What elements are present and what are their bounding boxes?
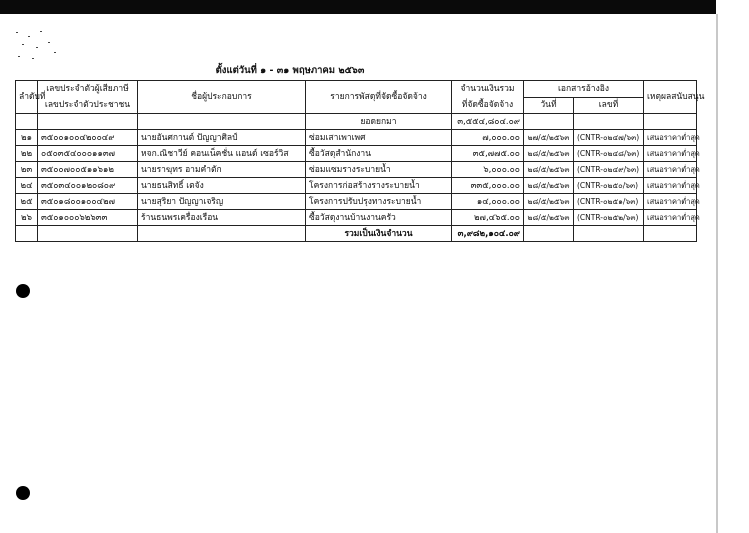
table-row (16, 178, 697, 194)
procurement-table (15, 80, 705, 242)
row-item: โครงการก่อสร้างรางระบายน้ำ (306, 178, 452, 194)
row-date: ๒๘/๕/๒๕๖๓ (524, 210, 574, 226)
row-item: โครงการปรับปรุงทางระบายน้ำ (306, 194, 452, 210)
row-item: ซ่อมแซมรางระบายน้ำ (306, 162, 452, 178)
header-row-top (16, 81, 697, 98)
row-seq: ๒๔ (16, 178, 38, 194)
right-page-edge (716, 14, 718, 533)
row-date: ๒๘/๕/๒๕๖๓ (524, 178, 574, 194)
row-item: ซื้อวัสดุสำนักงาน (306, 146, 452, 162)
header-item: รายการพัสดุที่จัดซื้อจัดจ้าง (306, 81, 452, 114)
row-amount: ๓๓๕,๐๐๐.๐๐ (452, 178, 524, 194)
row-amount: ๓๕,๗๗๕.๐๐ (452, 146, 524, 162)
table-row (16, 130, 697, 146)
scan-speckles (14, 30, 64, 70)
row-amount: ๑๔,๐๐๐.๐๐ (452, 194, 524, 210)
row-reason: เสนอราคาต่ำสุด (644, 178, 697, 194)
row-ref-no: (CNTR-๐๒๕๐/๖๓) (574, 178, 644, 194)
row-tax-id: ๓๕๐๐๗๐๐๕๑๑๖๑๒ (38, 162, 138, 178)
row-tax-id: ๓๕๐๑๐๐๐๖๒๖๓๓ (38, 210, 138, 226)
row-reason: เสนอราคาต่ำสุด (644, 210, 697, 226)
row-vendor: ร้านธนพรเครื่องเรือน (138, 210, 306, 226)
row-date: ๒๘/๕/๒๕๖๓ (524, 194, 574, 210)
total-amount: ๓,๙๘๒,๑๐๔.๐๙ (452, 226, 524, 242)
carried-forward-label: ยอดยกมา (306, 114, 452, 130)
row-amount: ๒๗,๔๖๕.๐๐ (452, 210, 524, 226)
table-row (16, 146, 697, 162)
row-seq: ๒๑ (16, 130, 38, 146)
row-amount: ๖,๐๐๐.๐๐ (452, 162, 524, 178)
row-seq: ๒๒ (16, 146, 38, 162)
row-reason: เสนอราคาต่ำสุด (644, 162, 697, 178)
row-date: ๒๗/๕/๒๕๖๓ (524, 130, 574, 146)
total-label: รวมเป็นเงินจำนวน (306, 226, 452, 242)
row-vendor: นายอันศกานต์ ปัญญาศิลป์ (138, 130, 306, 146)
row-amount: ๗,๐๐๐.๐๐ (452, 130, 524, 146)
table-row (16, 210, 697, 226)
document-caption: ตั้งแต่วันที่ ๑ - ๓๑ พฤษภาคม ๒๕๖๓ (215, 65, 365, 76)
header-amount-line1: จำนวนเงินรวม (460, 84, 515, 94)
row-ref-no: (CNTR-๐๒๔๘/๖๓) (574, 146, 644, 162)
row-reason: เสนอราคาต่ำสุด (644, 146, 697, 162)
row-item: ซื้อวัสดุงานบ้านงานครัว (306, 210, 452, 226)
row-date: ๒๘/๕/๒๕๖๓ (524, 146, 574, 162)
row-ref-no: (CNTR-๐๒๔๗/๖๓) (574, 130, 644, 146)
row-date: ๒๘/๕/๒๕๖๓ (524, 162, 574, 178)
header-tax-id-line2: เลขประจำตัวประชาชน (44, 100, 131, 110)
header-amount (452, 81, 524, 114)
table-row (16, 194, 697, 210)
row-vendor: นายสุริยา ปัญญาเจริญ (138, 194, 306, 210)
punch-hole-bottom (16, 486, 30, 500)
row-vendor: หจก.ณิชาวีย์ คอนเน็คชั่น แอนด์ เซอร์วิส (138, 146, 306, 162)
header-vendor: ชื่อผู้ประกอบการ (138, 81, 306, 114)
header-tax-id-line1: เลขประจำตัวผู้เสียภาษี (46, 84, 129, 94)
row-vendor: นายธนสิทธิ์ เตจัง (138, 178, 306, 194)
header-reason: เหตุผลสนับสนุน (644, 81, 697, 114)
header-reference: เอกสารอ้างอิง (524, 81, 644, 98)
row-tax-id: ๓๕๐๑๘๐๐๑๐๐๔๒๗ (38, 194, 138, 210)
row-seq: ๒๓ (16, 162, 38, 178)
punch-hole-top (16, 284, 30, 298)
carried-forward-amount: ๓,๕๕๔,๘๐๔.๐๙ (452, 114, 524, 130)
table-row (16, 162, 697, 178)
header-seq: ลำดับที่ (16, 81, 38, 114)
row-item: ซ่อมเสาเพาเพศ (306, 130, 452, 146)
row-seq: ๒๕ (16, 194, 38, 210)
row-reason: เสนอราคาต่ำสุด (644, 194, 697, 210)
row-reason: เสนอราคาต่ำสุด (644, 130, 697, 146)
row-ref-no: (CNTR-๐๒๕๑/๖๓) (574, 194, 644, 210)
row-ref-no: (CNTR-๐๒๕๒/๖๓) (574, 210, 644, 226)
total-row (16, 226, 697, 242)
row-tax-id: ๓๕๐๓๔๐๐๑๒๐๘๐๙ (38, 178, 138, 194)
row-tax-id: ๐๕๐๓๕๔๐๐๐๑๑๓๗ (38, 146, 138, 162)
header-tax-id (38, 81, 138, 114)
row-tax-id: ๓๕๐๐๑๐๐๔๒๐๐๔๙ (38, 130, 138, 146)
row-vendor: นายราฆุทร อามคำตัก (138, 162, 306, 178)
row-ref-no: (CNTR-๐๒๔๙/๖๓) (574, 162, 644, 178)
header-amount-line2: ที่จัดซื้อจัดจ้าง (461, 100, 514, 110)
row-seq: ๒๖ (16, 210, 38, 226)
header-ref-no: เลขที่ (574, 97, 644, 114)
carried-forward-row (16, 114, 697, 130)
header-ref-date: วันที่ (524, 97, 574, 114)
top-scan-bar (0, 0, 716, 14)
